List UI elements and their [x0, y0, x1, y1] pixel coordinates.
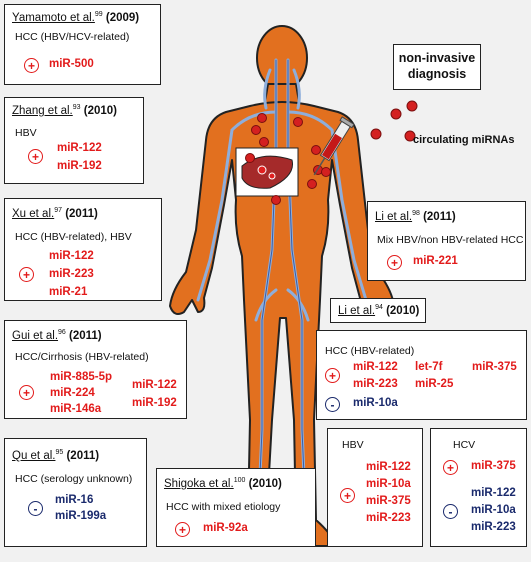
- mirna-item: miR-223: [366, 512, 411, 524]
- mirna-item: miR-122: [49, 250, 94, 262]
- author-name: Qu et al.: [12, 449, 56, 462]
- noninvasive-diagnosis-box: [393, 44, 481, 90]
- downregulated-icon: -: [443, 504, 458, 519]
- study-box-gui: [4, 320, 187, 419]
- ref-number: 98: [412, 210, 420, 217]
- upregulated-icon: +: [387, 255, 402, 270]
- condition-label: HCC/Cirrhosis (HBV-related): [15, 351, 149, 363]
- study-year: (2010): [83, 104, 117, 117]
- upregulated-icon: +: [19, 267, 34, 282]
- mirna-item: miR-146a: [50, 403, 102, 415]
- mirna-item: miR-122: [366, 461, 411, 473]
- study-box-yamamoto: [4, 4, 161, 85]
- subgroup-box-hcv: [430, 428, 527, 547]
- mirna-item: miR-375: [471, 460, 516, 472]
- mirna-item: miR-221: [413, 255, 458, 267]
- downregulated-icon: -: [325, 397, 340, 412]
- study-box-shigoka: [156, 468, 316, 547]
- study-box-li-2010: [316, 330, 527, 420]
- ref-number: 94: [375, 304, 383, 311]
- mirna-item: miR-10a: [471, 504, 516, 516]
- study-reference: [12, 449, 99, 462]
- mirna-item: miR-192: [132, 397, 177, 409]
- upregulated-icon: +: [175, 522, 190, 537]
- upregulated-icon: +: [19, 385, 34, 400]
- ref-number: 95: [55, 449, 64, 456]
- mirna-item: miR-122: [57, 142, 102, 154]
- study-year: (2011): [66, 449, 100, 462]
- study-reference: [375, 210, 456, 223]
- upregulated-icon: +: [443, 460, 458, 475]
- study-box-li-2011: [367, 201, 526, 281]
- study-year: (2011): [423, 210, 456, 223]
- mirna-item: miR-223: [353, 378, 398, 390]
- mirna-item: miR-223: [471, 521, 516, 533]
- author-name: Shigoka et al.: [164, 477, 234, 490]
- mirna-item: miR-21: [49, 286, 88, 298]
- condition-label: Mix HBV/non HBV-related HCC: [377, 234, 524, 246]
- condition-label: HCC (HBV-related), HBV: [15, 231, 132, 243]
- ref-number: 97: [54, 207, 62, 214]
- mirna-item: miR-375: [472, 361, 517, 373]
- upregulated-icon: +: [24, 58, 39, 73]
- author-name: Li et al.: [375, 210, 413, 223]
- study-year: (2011): [69, 329, 102, 342]
- ref-number: 93: [72, 104, 81, 111]
- mirna-item: miR-199a: [55, 510, 107, 522]
- author-name: Xu et al.: [12, 207, 55, 220]
- condition-label: HBV: [15, 127, 37, 139]
- study-reference: [12, 11, 139, 24]
- study-box-zhang: [4, 97, 144, 184]
- mirna-item: miR-10a: [366, 478, 411, 490]
- study-year: (2011): [65, 207, 98, 220]
- mirna-item: miR-223: [49, 268, 94, 280]
- mirna-item: miR-375: [366, 495, 411, 507]
- mirna-item: miR-122: [132, 379, 177, 391]
- study-box-li-2010-header: [330, 298, 426, 323]
- liver-illustration: [236, 148, 298, 196]
- ref-number: 96: [58, 329, 66, 336]
- study-reference: [12, 329, 102, 342]
- author-name: Zhang et al.: [12, 104, 73, 117]
- subgroup-box-hbv: [327, 428, 423, 547]
- noninvasive-label: non-invasive: [398, 51, 476, 65]
- study-year: (2009): [105, 11, 140, 24]
- mirna-item: miR-500: [49, 58, 94, 70]
- upregulated-icon: +: [340, 488, 355, 503]
- upregulated-icon: +: [325, 368, 340, 383]
- circulating-mirna-dots-floating: [371, 101, 417, 141]
- condition-label: HCC (HBV-related): [325, 345, 415, 357]
- mirna-item: miR-25: [415, 378, 454, 390]
- author-name: Yamamoto et al.: [12, 11, 95, 24]
- mirna-item: miR-92a: [203, 522, 248, 534]
- mirna-item: miR-224: [50, 387, 95, 399]
- study-reference: [12, 207, 98, 220]
- study-box-qu: [4, 438, 147, 547]
- condition-label: HCC (serology unknown): [15, 473, 133, 485]
- study-reference: [164, 477, 282, 490]
- upregulated-icon: +: [28, 149, 43, 164]
- condition-label: HCV: [453, 439, 476, 451]
- downregulated-icon: -: [28, 501, 43, 516]
- mirna-item: let-7f: [415, 361, 443, 373]
- author-name: Li et al.: [338, 304, 376, 317]
- mirna-item: miR-192: [57, 160, 102, 172]
- study-box-xu: [4, 198, 162, 301]
- study-year: (2010): [248, 477, 282, 490]
- mirna-item: miR-122: [471, 487, 516, 499]
- ref-number: 100: [233, 477, 246, 484]
- condition-label: HCC with mixed etiology: [166, 501, 281, 513]
- study-reference: [338, 304, 419, 317]
- study-year: (2010): [386, 304, 420, 317]
- mirna-item: miR-10a: [353, 397, 398, 409]
- condition-label: HBV: [342, 439, 364, 451]
- study-reference: [12, 104, 117, 117]
- ref-number: 99: [94, 11, 103, 18]
- circulating-mirnas-label: circulating miRNAs: [413, 134, 515, 146]
- mirna-item: miR-16: [55, 494, 94, 506]
- author-name: Gui et al.: [12, 329, 59, 342]
- diagnosis-label: diagnosis: [407, 67, 467, 81]
- mirna-item: miR-122: [353, 361, 398, 373]
- mirna-item: miR-885-5p: [50, 371, 112, 383]
- condition-label: HCC (HBV/HCV-related): [15, 31, 130, 43]
